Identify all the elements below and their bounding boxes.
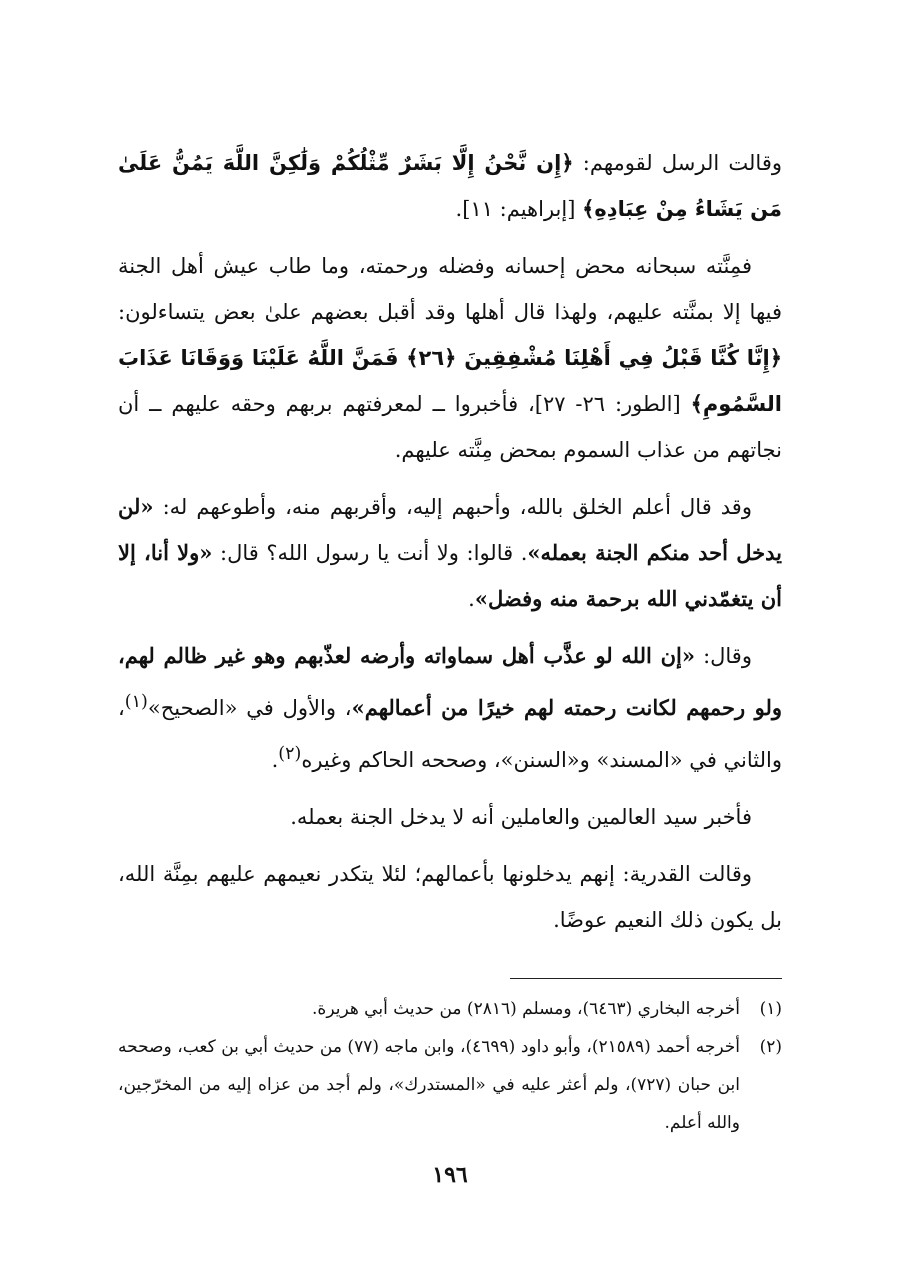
paragraph-qadariyya xyxy=(118,851,782,943)
quran-close-bracket: ﴾ xyxy=(690,392,703,416)
paragraph-summary xyxy=(118,794,782,840)
footnote-text: أخرجه أحمد (٢١٥٨٩)، وأبو داود (٤٦٩٩)، وابن ماجه (٧٧) من حديث أبي بن كعب، وصححه ابن حبان (٧٢٧)، ولم أعثر عليه في «المستدرك»، ولم أجد من عزاه إليه من المخرّجين، والله أعلم. xyxy=(118,1037,741,1133)
footnote-divider xyxy=(510,978,782,979)
paragraph-hadith-2 xyxy=(118,633,782,783)
paragraph-grace xyxy=(118,243,782,473)
quran-open-bracket: ﴿ xyxy=(769,346,782,370)
footnote-1 xyxy=(118,990,782,1028)
quran-verse: إِن نَّحْنُ إِلَّا بَشَرٌ مِّثْلُكُمْ وَلَٰكِنَّ اللَّهَ يَمُنُّ عَلَىٰ مَن يَشَاءُ مِنْ عِبَادِهِ xyxy=(118,151,782,221)
paragraph-hadith-1 xyxy=(118,484,782,622)
paragraph-text: . xyxy=(468,587,475,611)
paragraph-text: فمِنَّته سبحانه محض إحسانه وفضله ورحمته، وما طاب عيش أهل الجنة فيها إلا بمنَّته عليهم، ولهذا قال أهلها وقد أقبل بعضهم علىٰ بعض يتساءلون: xyxy=(118,254,782,324)
footnote-2 xyxy=(118,1028,782,1142)
paragraph-text: [الطور: ٢٦- ٢٧]، فأخبروا ــ لمعرفتهم بربهم وحقه عليهم ــ أن نجاتهم من عذاب السموم بمحض مِنَّته عليهم. xyxy=(118,392,782,462)
hadith-quote: «لن يدخل أحد منكم الجنة بعمله» xyxy=(118,494,782,565)
paragraph-text: فأخبر سيد العالمين والعاملين أنه لا يدخل الجنة بعمله. xyxy=(290,805,752,829)
footnote-number: (١) xyxy=(759,999,782,1019)
quran-verse: إِنَّا كُنَّا قَبْلُ فِي أَهْلِنَا مُشْفِقِينَ ﴿٢٦﴾ فَمَنَّ اللَّهُ عَلَيْنَا وَوَقَانَا عَذَابَ السَّمُومِ xyxy=(118,346,782,416)
page-number: ١٩٦ xyxy=(432,1162,468,1188)
paragraph-text: وقد قال أعلم الخلق بالله، وأحبهم إليه، وأقربهم منه، وأطوعهم له: xyxy=(153,495,752,519)
hadith-quote: «إن الله لو عذَّب أهل سماواته وأرضه لعذّبهم وهو غير ظالم لهم، ولو رحمهم لكانت رحمته لهم خيرًا من أعمالهم» xyxy=(118,643,782,720)
footnote-number: (٢) xyxy=(759,1037,782,1057)
verse-reference: [إبراهيم: ١١]. xyxy=(455,197,583,221)
quran-open-bracket: ﴿ xyxy=(561,151,574,175)
paragraph-text: . xyxy=(271,748,279,772)
footnote-marker-2[interactable]: (٢) xyxy=(278,744,302,764)
quran-close-bracket: ﴾ xyxy=(582,197,595,221)
footnote-marker-1[interactable]: (١) xyxy=(124,692,148,712)
paragraph-messengers xyxy=(118,140,782,232)
paragraph-text: وقال: xyxy=(694,644,752,668)
main-text xyxy=(118,140,782,954)
paragraph-text: وقالت الرسل لقومهم: xyxy=(573,151,782,175)
hadith-quote: «ولا أنا، إلا أن يتغمّدني الله برحمة منه وفضل» xyxy=(118,540,782,611)
paragraph-text: . قالوا: ولا أنت يا رسول الله؟ قال: xyxy=(212,541,528,565)
paragraph-text: ، والأول في «الصحيح» xyxy=(147,696,352,720)
footnote-text: أخرجه البخاري (٦٤٦٣)، ومسلم (٢٨١٦) من حديث أبي هريرة. xyxy=(312,999,740,1019)
paragraph-text: وقالت القدرية: إنهم يدخلونها بأعمالهم؛ لئلا يتكدر نعيمهم عليهم بمِنَّة الله، بل يكون ذلك النعيم عوضًا. xyxy=(118,862,782,932)
paragraph-text: ، والثاني في «المسند» و«السنن»، وصححه الحاكم وغيره xyxy=(118,696,782,772)
footnotes xyxy=(118,990,782,1142)
